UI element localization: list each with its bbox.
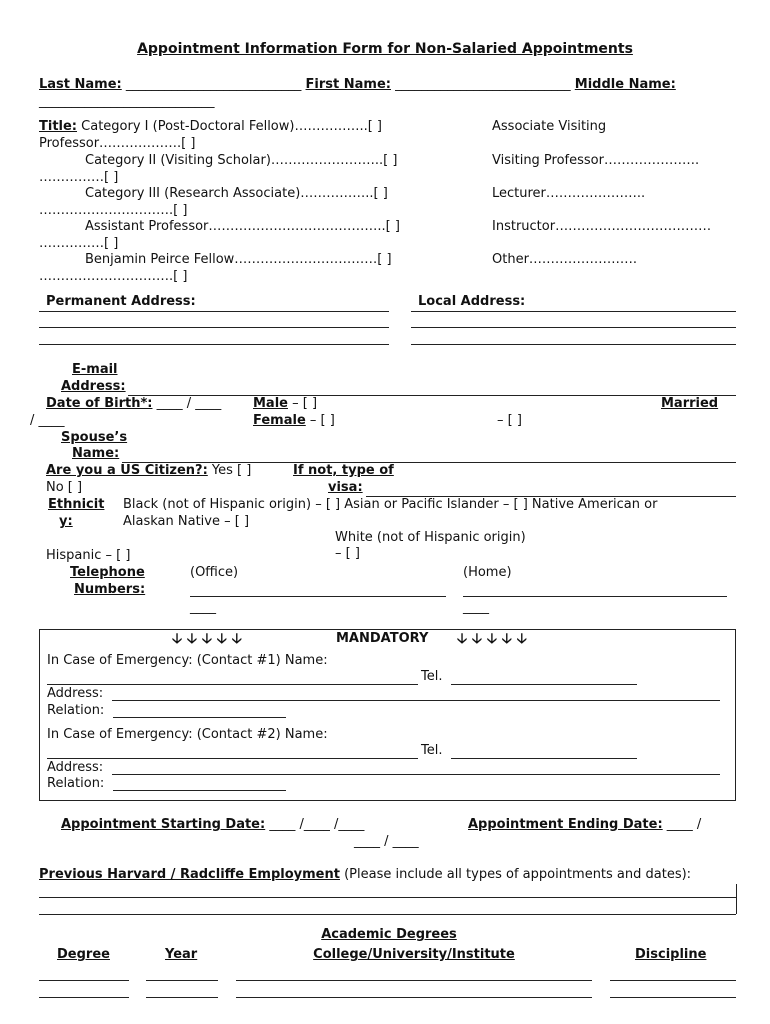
citizen-no-checkbox[interactable]: No [ ] bbox=[46, 480, 83, 495]
contact2-name-field[interactable] bbox=[47, 758, 418, 759]
lecturer-cont: ………………………….[ ] bbox=[39, 203, 188, 218]
white-option-checkbox[interactable]: – [ ] bbox=[335, 546, 360, 561]
ethnicity-label-2: y: bbox=[59, 514, 73, 529]
mandatory-arrows-right: 🡣 🡣 🡣 🡣 🡣 bbox=[457, 631, 527, 647]
visa-type-label: If not, type of bbox=[293, 463, 394, 478]
local-address-line-2[interactable] bbox=[411, 327, 736, 328]
female-label: Female bbox=[253, 413, 306, 428]
dob-field[interactable]: ____ / ____ bbox=[152, 396, 222, 411]
dob-label: Date of Birth*: bbox=[46, 396, 153, 411]
title-row-1 bbox=[39, 119, 382, 135]
citizen-question: Are you a US Citizen?: bbox=[46, 463, 208, 478]
associate-visiting-cont: Professor……………….[ ] bbox=[39, 136, 196, 151]
home-phone-tail[interactable]: ____ bbox=[463, 600, 489, 615]
year-column-header: Year bbox=[165, 947, 198, 962]
home-phone-label: (Home) bbox=[463, 565, 512, 580]
married-label: Married bbox=[661, 396, 719, 411]
instructor-cont: ……………[ ] bbox=[39, 236, 119, 251]
other-cont: ………………………….[ ] bbox=[39, 269, 188, 284]
first-name-label: First Name: bbox=[305, 77, 391, 92]
lecturer-option[interactable]: Lecturer………………….. bbox=[492, 186, 646, 201]
visiting-professor-option[interactable]: Visiting Professor…………………. bbox=[492, 153, 700, 168]
contact1-relation-label: Relation: bbox=[47, 703, 105, 718]
discipline-field-2[interactable] bbox=[610, 997, 736, 998]
mandatory-label: MANDATORY bbox=[336, 631, 429, 646]
instructor-option[interactable]: Instructor……………………………… bbox=[492, 219, 712, 234]
title-label: Title: bbox=[39, 119, 78, 134]
contact1-label: In Case of Emergency: (Contact #1) Name: bbox=[47, 653, 328, 668]
dob-row bbox=[46, 396, 221, 412]
white-option-label: White (not of Hispanic origin) bbox=[335, 530, 526, 545]
degree-field-2[interactable] bbox=[39, 997, 129, 998]
male-checkbox[interactable]: – [ ] bbox=[287, 396, 318, 411]
local-address-line-3[interactable] bbox=[411, 344, 736, 345]
spouse-label-1: Spouse’s bbox=[61, 430, 128, 445]
appointment-start-label: Appointment Starting Date: bbox=[61, 817, 266, 832]
previous-employment-row bbox=[39, 867, 691, 883]
contact1-name-field[interactable] bbox=[47, 684, 418, 685]
permanent-address-label: Permanent Address: bbox=[46, 294, 196, 309]
appointment-end-row bbox=[468, 817, 701, 833]
middle-name-label: Middle Name: bbox=[574, 77, 676, 92]
female-option[interactable] bbox=[253, 413, 335, 429]
male-label: Male bbox=[253, 396, 288, 411]
visa-label: visa: bbox=[328, 480, 363, 495]
telephone-label-2: Numbers: bbox=[74, 582, 146, 597]
previous-employment-line-1[interactable] bbox=[39, 897, 736, 898]
category-3-option[interactable]: Category III (Research Associate)……………..[ ] bbox=[85, 186, 388, 201]
contact1-tel-label: Tel. bbox=[421, 669, 443, 684]
appointment-end-field[interactable]: ____ / bbox=[662, 817, 702, 832]
institution-column-header: College/University/Institute bbox=[313, 947, 515, 962]
form-title: Appointment Information Form for Non-Salaried Appointments bbox=[137, 41, 633, 57]
permanent-address-line-3[interactable] bbox=[39, 344, 389, 345]
ethnicity-label-1: Ethnicit bbox=[48, 497, 105, 512]
degree-field-1[interactable] bbox=[39, 980, 129, 981]
name-row bbox=[39, 77, 676, 93]
mandatory-arrows-left: 🡣 🡣 🡣 🡣 🡣 bbox=[172, 631, 242, 647]
contact1-address-field[interactable] bbox=[112, 700, 720, 701]
contact2-address-field[interactable] bbox=[112, 774, 720, 775]
academic-degrees-heading: Academic Degrees bbox=[321, 927, 457, 942]
citizen-yes-checkbox[interactable]: Yes [ ] bbox=[207, 463, 252, 478]
other-option[interactable]: Other……………………. bbox=[492, 252, 638, 267]
appointment-start-cont[interactable]: ____ / ____ bbox=[354, 834, 419, 849]
year-field-2[interactable] bbox=[146, 997, 218, 998]
degree-column-header: Degree bbox=[57, 947, 110, 962]
telephone-label-1: Telephone bbox=[70, 565, 145, 580]
permanent-address-line-1[interactable] bbox=[39, 311, 389, 312]
first-name-line[interactable]: ___________________________ bbox=[395, 77, 571, 92]
ethnicity-options-line-1[interactable]: Black (not of Hispanic origin) – [ ] Asian or Pacific Islander – [ ] Native American or bbox=[123, 497, 658, 512]
email-label-2: Address: bbox=[61, 379, 126, 394]
assistant-professor-option[interactable]: Assistant Professor…………………………………..[ ] bbox=[85, 219, 400, 234]
ethnicity-options-line-2[interactable]: Alaskan Native – [ ] bbox=[123, 514, 250, 529]
contact1-address-label: Address: bbox=[47, 686, 104, 701]
previous-employment-note: (Please include all types of appointments and dates): bbox=[339, 867, 692, 882]
visiting-professor-cont: ……………[ ] bbox=[39, 170, 119, 185]
last-name-label: Last Name: bbox=[39, 77, 122, 92]
institution-field-1[interactable] bbox=[236, 980, 592, 981]
previous-employment-border bbox=[736, 884, 737, 914]
peirce-fellow-option[interactable]: Benjamin Peirce Fellow……………………………[ ] bbox=[85, 252, 392, 267]
contact1-relation-field[interactable] bbox=[113, 717, 286, 718]
office-phone-tail[interactable]: ____ bbox=[190, 600, 216, 615]
institution-field-2[interactable] bbox=[236, 997, 592, 998]
female-checkbox[interactable]: – [ ] bbox=[305, 413, 335, 428]
middle-name-line[interactable]: ___________________________ bbox=[39, 94, 215, 109]
local-address-line-1[interactable] bbox=[411, 311, 736, 312]
contact2-relation-field[interactable] bbox=[113, 790, 286, 791]
email-label-1: E-mail bbox=[72, 362, 118, 377]
discipline-field-1[interactable] bbox=[610, 980, 736, 981]
office-phone-field[interactable] bbox=[190, 596, 446, 597]
discipline-column-header: Discipline bbox=[635, 947, 707, 962]
previous-employment-line-2[interactable] bbox=[39, 914, 736, 915]
contact2-address-label: Address: bbox=[47, 760, 104, 775]
contact2-tel-field[interactable] bbox=[451, 758, 637, 759]
married-checkbox[interactable]: – [ ] bbox=[497, 413, 522, 428]
hispanic-option[interactable]: Hispanic – [ ] bbox=[46, 548, 131, 563]
permanent-address-line-2[interactable] bbox=[39, 327, 389, 328]
contact1-tel-field[interactable] bbox=[451, 684, 637, 685]
male-option[interactable] bbox=[253, 396, 317, 412]
appointment-start-field[interactable]: ____ /____ /____ bbox=[265, 817, 365, 832]
previous-employment-label: Previous Harvard / Radcliffe Employment bbox=[39, 867, 340, 882]
contact2-relation-label: Relation: bbox=[47, 776, 105, 791]
home-phone-field[interactable] bbox=[463, 596, 727, 597]
appointment-end-label: Appointment Ending Date: bbox=[468, 817, 663, 832]
appointment-start-row bbox=[61, 817, 364, 833]
contact2-tel-label: Tel. bbox=[421, 743, 443, 758]
year-field-1[interactable] bbox=[146, 980, 218, 981]
office-phone-label: (Office) bbox=[190, 565, 239, 580]
last-name-line[interactable]: ___________________________ bbox=[125, 77, 302, 92]
category-1-option[interactable]: Category I (Post-Doctoral Fellow)……………..[ ] bbox=[81, 119, 383, 134]
contact2-label: In Case of Emergency: (Contact #2) Name: bbox=[47, 727, 328, 742]
local-address-label: Local Address: bbox=[418, 294, 526, 309]
citizen-row bbox=[46, 463, 251, 479]
spouse-label-2: Name: bbox=[72, 446, 120, 461]
associate-visiting-option[interactable]: Associate Visiting bbox=[492, 119, 607, 134]
category-2-option[interactable]: Category II (Visiting Scholar)……………………..[ ] bbox=[85, 153, 398, 168]
dob-year-field[interactable]: / ____ bbox=[30, 413, 65, 428]
